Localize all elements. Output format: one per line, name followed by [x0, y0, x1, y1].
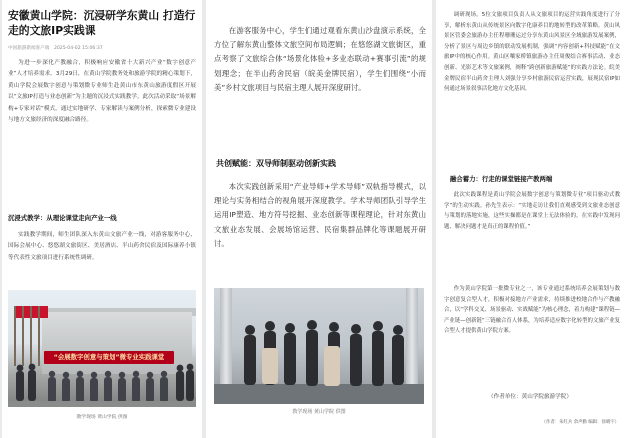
article-paragraph: 本次实践创新采用“产业导师+学术导师”双轨指导模式，以理论与实务相结合的视角展开深度教学。学术导师团队引导学生运用IP塑造、地方符号挖掘、业态创新等课程理论，针对东黄山文旅业态发展、会展场馆运营、民宿集群品牌化等课题展开研讨。 [214, 182, 426, 248]
crowd-figures [8, 360, 196, 407]
group-photo-image [8, 290, 196, 407]
photo-caption: 教学现场 黄山学院 供图 [292, 409, 346, 415]
article-paragraph: 为进一步深化产教融合，积极响应安徽省十大新兴产业“数字创意产业”人才培养需求。3月29日，在黄山学院教务处和旅游学院的精心策划下，黄山学院会展数字创意与策划微专业师生赴黄山市东黄山旅游度假区开展以“文旅IP打造与业态创新”为主题的沉浸式实践教学。此次活动采取“场景解构+专家对话”模式，通过实地研学、专家解读与案例分析，探索微专业建设与地方文旅经济的深度融合路径。 [8, 60, 196, 124]
article-paragraph: 调研现场，5位文旅项目负责人从文旅项目的运营实践角度进行了分享，解析东黄山从传统景区向数字化康养目的地转型的改革策略。黄山风景区管委会旅游办主任程珊珊运过分享东黄山风景区全域旅游发展案例，分析了景区与周边乡镇的联动发展机制，强调“内容创新+科技赋能”在文旅IP中的核心作用。黄山区嚷家桥镇旅游办主任周俊结合赛事活动、业态创新、光影艺术等文旅案例，阐释“跨创新旅游赋能”的实践方法论。皖美金牌民宿半山药舍主理人刘强分享乡村旅游民宿运营实践，展现民宿IP如何通过场景叙事活化地方文化基因。 [444, 12, 620, 93]
article-column-3 [436, 0, 625, 438]
article-meta: 中国旅游新闻客户端 2025-04-02 15:06:37 [8, 46, 103, 51]
article-column-2 [206, 0, 432, 438]
classroom-photo-image [214, 288, 424, 404]
photo-banner: “会展数字创意与策划”微专业实践课堂 [44, 351, 174, 364]
article-paragraph: 在游客服务中心，学生们通过观看东黄山沙盘演示系统，全方位了解东黄山整体文旅空间布局逻辑；在悠悠湖文旅街区，重点考察了文旅综合体“场景化体验+多业态联动+赛事引流”的规划理念；在半山药舍民宿（皖美金牌民宿），学生们围绕“小而美”乡村文旅项目与民宿主理人展开深度研讨。 [214, 26, 426, 92]
flag-icon [14, 306, 16, 366]
section-heading: 融合蓄力：行走的课堂链接产教两端 [450, 175, 553, 183]
author-affiliation: （作者单位：黄山学院旅游学院） [488, 394, 572, 400]
article-column-1 [2, 0, 202, 438]
article-paragraph: 此次实践课程是黄山学院会展数字创意与策划微专业“项目驱动式教学”的生动实践。孙先生表示：“实地走访让我们直观感受到文旅业态创意与策划的落地实施，这些实操都是在课堂上无法体验的，在实践中发现问题、解决问题才是真正的课程价值。” [444, 192, 620, 230]
flag-icon [30, 306, 32, 366]
flag-icon [38, 306, 40, 366]
article-title: 安徽黄山学院：沉浸研学东黄山 打造行走的文旅IP实践课 [8, 9, 196, 37]
section-heading: 共创赋能：双导师制驱动创新实践 [216, 159, 336, 168]
author-credit: （作者：朱红兵 余声勤 编辑：徐晴宇） [541, 420, 619, 425]
article-paragraph: 实践教学期间，师生团队深入东黄山文旅产业一线，对游客服务中心、国际会展中心、悠悠湖文旅街区、美居酒店、半山药舍民宿及国际康养小镇等代表性文旅项目进行系统性调研。 [8, 232, 196, 261]
article-paragraph: 作为黄山学院第一批微专业之一，该专业通过系统培养会展策划与数字创意复合型人才，积极对接地方产业需求，持续推进校地合作与产教融合，以“学科交叉、场景驱动、实战赋能”为核心理念，着力构建“课程链—产业链—创新链”三链融合育人体系，为培养适应数字化转型的文旅产业复合型人才提供黄山学院方案。 [444, 286, 620, 335]
section-heading: 沉浸式教学：从理论课堂走向产业一线 [8, 214, 117, 222]
flag-icon [22, 306, 24, 366]
photo-caption: 教学现场 黄山学院 供图 [76, 415, 128, 420]
crowd-figures [214, 288, 424, 404]
